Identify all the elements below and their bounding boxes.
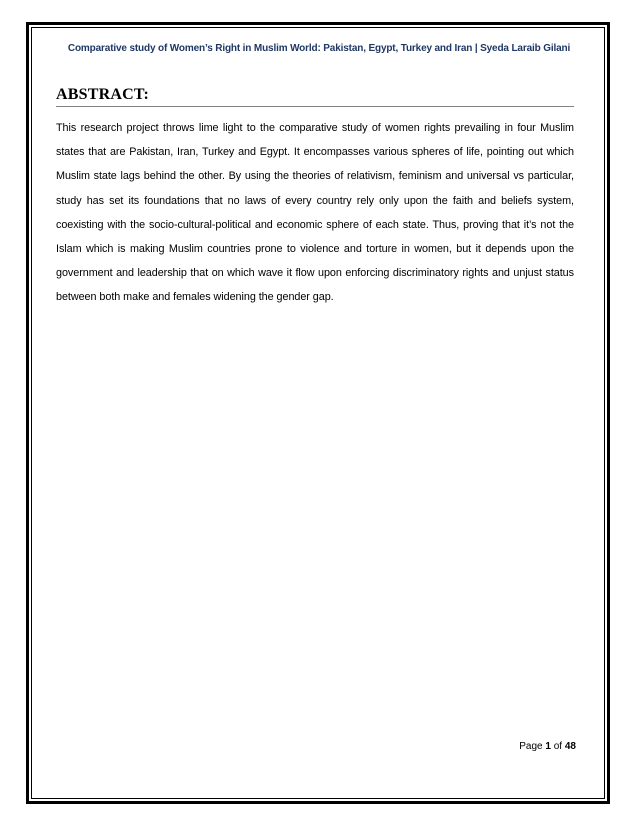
current-page-number: 1 bbox=[545, 741, 551, 752]
running-header: Comparative study of Women’s Right in Muslim World: Pakistan, Egypt, Turkey and Iran | Syeda Laraib Gilani bbox=[67, 43, 571, 54]
abstract-heading: ABSTRACT: bbox=[56, 86, 150, 103]
page-number bbox=[519, 741, 576, 752]
page-label: Page bbox=[519, 741, 543, 752]
heading-divider bbox=[56, 106, 574, 107]
of-label: of bbox=[553, 741, 563, 752]
abstract-paragraph: This research project throws lime light to the comparative study of women rights prevailing in four Muslim states that are Pakistan, Iran, Turkey and Egypt. It encompasses various spheres of life, pointing out which Muslim state lags behind the other. By using the theories of relativism, feminism and universal vs particular, study has set its foundations that no laws of every country rely only upon the faith and beliefs system, coexisting with the socio-cultural-political and economic sphere of each state. Thus, proving that it’s not the Islam which is making Muslim countries prone to violence and torture in women, but it depends upon the government and leadership that on which wave it flow upon enforcing discriminatory rights and unjust status between both make and females widening the gender gap. bbox=[56, 122, 574, 304]
total-pages-number: 48 bbox=[564, 741, 576, 752]
